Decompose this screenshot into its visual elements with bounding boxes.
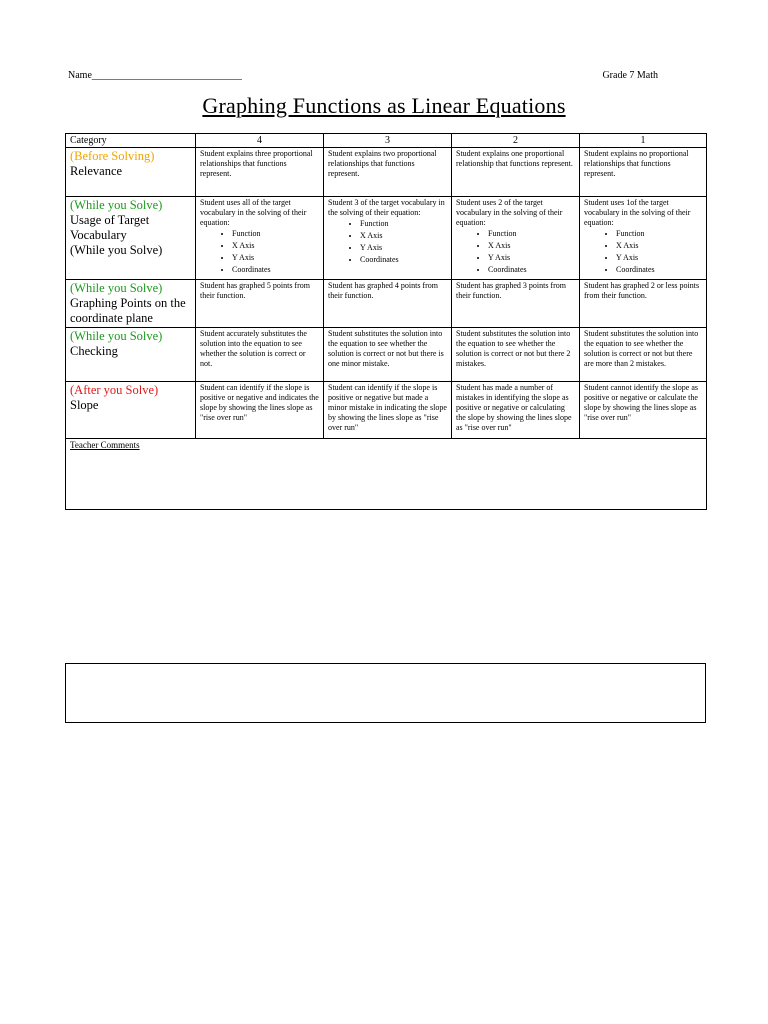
vocab-item: • Function: [360, 218, 447, 230]
header-score-3: 3: [324, 134, 452, 148]
rubric-text: Student uses 1of the target vocabulary in the solving of their equation:: [584, 198, 691, 227]
rubric-text: Student 3 of the target vocabulary in the solving of their equation:: [328, 198, 445, 217]
rubric-cell: Student accurately substitutes the solution into the equation to see whether the solution is correct or not.: [196, 328, 324, 382]
vocab-item: • Function: [232, 228, 319, 240]
rubric-cell: Student substitutes the solution into the equation to see whether the solution is correct or not but there is one minor mistake.: [324, 328, 452, 382]
table-header-row: [66, 134, 707, 148]
header-score-4: 4: [196, 134, 324, 148]
category-label: Relevance: [70, 164, 123, 178]
rubric-cell: Student explains two proportional relationships that functions represent.: [324, 148, 452, 197]
rubric-cell: Student has graphed 2 or less points from their function.: [580, 280, 707, 328]
rubric-cell: [324, 197, 452, 280]
vocab-item: • Coordinates: [232, 264, 319, 276]
teacher-comments-label: Teacher Comments: [70, 440, 140, 450]
rubric-cell: Student explains one proportional relationship that functions represent.: [452, 148, 580, 197]
teacher-comments-cell[interactable]: [66, 439, 707, 510]
vocab-list: [200, 228, 319, 276]
category-label: Usage of Target Vocabulary: [70, 213, 150, 242]
vocab-item: • X Axis: [232, 240, 319, 252]
vocab-item: • X Axis: [360, 230, 447, 242]
category-label: Checking: [70, 344, 118, 358]
rubric-cell: Student has graphed 5 points from their function.: [196, 280, 324, 328]
rubric-cell: Student can identify if the slope is positive or negative but made a minor mistake in indicating the slope by showing the lines slope as "rise over run": [324, 382, 452, 439]
vocab-list: [328, 218, 447, 266]
vocab-item: • Coordinates: [360, 254, 447, 266]
category-cell-graphing: [66, 280, 196, 328]
vocab-item: • Y Axis: [232, 252, 319, 264]
table-row: [66, 148, 707, 197]
phase-label: (Before Solving): [70, 149, 155, 163]
rubric-cell: Student explains three proportional relationships that functions represent.: [196, 148, 324, 197]
rubric-text: Student uses 2 of the target vocabulary in the solving of their equation:: [456, 198, 563, 227]
header-category: Category: [66, 134, 196, 148]
vocab-list: [584, 228, 702, 276]
rubric-cell: Student explains no proportional relationships that functions represent.: [580, 148, 707, 197]
rubric-cell: Student substitutes the solution into the equation to see whether the solution is correct or not but there are more than 2 mistakes.: [580, 328, 707, 382]
vocab-item: • X Axis: [488, 240, 575, 252]
rubric-cell: Student has made a number of mistakes in identifying the slope as positive or negative or calculating the slope by showing the lines slope as "rise over run": [452, 382, 580, 439]
rubric-table: [65, 133, 707, 510]
vocab-item: • Coordinates: [488, 264, 575, 276]
category-cell-slope: [66, 382, 196, 439]
table-row: [66, 382, 707, 439]
comments-row: [66, 439, 707, 510]
rubric-cell: [580, 197, 707, 280]
vocab-item: • Y Axis: [360, 242, 447, 254]
header-score-1: 1: [580, 134, 707, 148]
rubric-cell: [196, 197, 324, 280]
vocab-item: • Y Axis: [616, 252, 702, 264]
category-cell-vocabulary: [66, 197, 196, 280]
rubric-cell: Student has graphed 4 points from their function.: [324, 280, 452, 328]
grade-label: Grade 7 Math: [602, 70, 658, 81]
notes-box[interactable]: [65, 663, 706, 723]
rubric-cell: Student substitutes the solution into the equation to see whether the solution is correct or not but there 2 mistakes.: [452, 328, 580, 382]
rubric-cell: Student can identify if the slope is positive or negative and indicates the slope by showing the lines slope as "rise over run": [196, 382, 324, 439]
phase-label: (While you Solve): [70, 329, 163, 343]
vocab-item: • Coordinates: [616, 264, 702, 276]
category-cell-relevance: [66, 148, 196, 197]
header-line: [68, 70, 658, 84]
phase-label: (After you Solve): [70, 383, 159, 397]
rubric-cell: [452, 197, 580, 280]
header-score-2: 2: [452, 134, 580, 148]
category-suffix: (While you Solve): [70, 243, 163, 257]
table-row: [66, 328, 707, 382]
table-row: [66, 280, 707, 328]
page-title: Graphing Functions as Linear Equations: [202, 93, 566, 118]
vocab-item: • Y Axis: [488, 252, 575, 264]
table-row: [66, 197, 707, 280]
rubric-cell: Student cannot identify the slope as positive or negative or calculate the slope by showing the lines slope as "rise over run": [580, 382, 707, 439]
category-label: Graphing Points on the coordinate plane: [70, 296, 186, 325]
phase-label: (While you Solve): [70, 281, 163, 295]
rubric-cell: Student has graphed 3 points from their function.: [452, 280, 580, 328]
rubric-text: Student uses all of the target vocabulary in the solving of their equation:: [200, 198, 307, 227]
vocab-item: • Function: [616, 228, 702, 240]
vocab-item: • Function: [488, 228, 575, 240]
vocab-list: [456, 228, 575, 276]
category-label: Slope: [70, 398, 99, 412]
phase-label: (While you Solve): [70, 198, 163, 212]
name-field-label: Name______________________________: [68, 70, 242, 81]
vocab-item: • X Axis: [616, 240, 702, 252]
category-cell-checking: [66, 328, 196, 382]
